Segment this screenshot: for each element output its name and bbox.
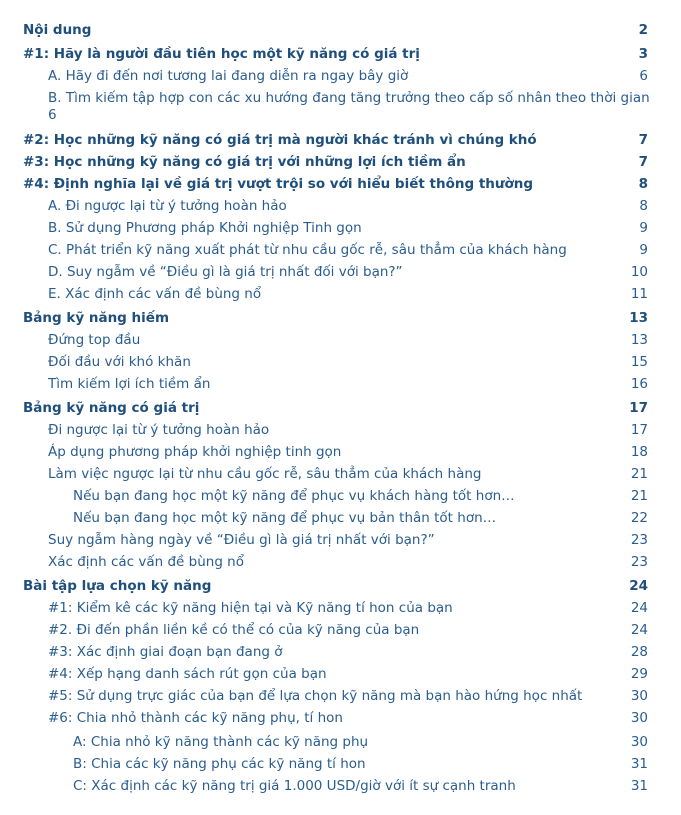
toc-entry-page: 9 (639, 242, 648, 258)
toc-entry-title: Đi ngược lại từ ý tưởng hoàn hảo (48, 422, 270, 438)
toc-entry-page: 23 (630, 532, 648, 548)
toc-entry-page: 8 (638, 176, 648, 192)
toc-entry-title: #4: Xếp hạng danh sách rút gọn của bạn (48, 666, 327, 682)
toc-entry-page: 18 (630, 444, 648, 460)
toc-entry-title: Áp dụng phương pháp khởi nghiệp tinh gọn (48, 444, 342, 460)
toc-entry-page: 21 (630, 466, 648, 482)
toc-entry-title: #2. Đi đến phần liền kề có thể có của kỹ năng của bạn (48, 622, 420, 638)
toc-entry-page: 31 (630, 756, 648, 772)
toc-entry-page: 2 (638, 22, 648, 38)
toc-entry-title: B. Tìm kiếm tập hợp con các xu hướng đang tăng trưởng theo cấp số nhân theo thời gian (48, 90, 650, 106)
toc-entry-page: 22 (630, 510, 648, 526)
toc-entry-title: Suy ngẫm hàng ngày về “Điều gì là giá trị nhất với bạn?” (48, 532, 435, 548)
toc-entry-page: 6 (48, 107, 57, 123)
toc-entry-page: 15 (630, 354, 648, 370)
toc-entry-page: 7 (638, 154, 648, 170)
toc-entry-page: 30 (630, 710, 648, 726)
toc-entry-page: 31 (630, 778, 648, 794)
toc-entry-title: C: Xác định các kỹ năng trị giá 1.000 USD/giờ với ít sự cạnh tranh (73, 778, 516, 794)
toc-entry-page: 24 (629, 578, 648, 594)
toc-entry-page: 30 (630, 734, 648, 750)
toc-entry-page: 17 (630, 422, 648, 438)
toc-entry-title: D. Suy ngẫm về “Điều gì là giá trị nhất đối với bạn?” (48, 264, 403, 280)
toc-entry-title: Bảng kỹ năng hiếm (23, 310, 170, 326)
toc-entry-title: E. Xác định các vấn đề bùng nổ (48, 286, 262, 302)
toc-entry-page: 16 (630, 376, 648, 392)
toc-entry-page: 29 (630, 666, 648, 682)
toc-entry-title: #3: Xác định giai đoạn bạn đang ở (48, 644, 283, 660)
toc-entry-page: 6 (639, 68, 648, 84)
toc-entry-title: A. Hãy đi đến nơi tương lai đang diễn ra ngay bây giờ (48, 68, 409, 84)
toc-entry-page: 17 (629, 400, 648, 416)
toc-entry-title: Nếu bạn đang học một kỹ năng để phục vụ bản thân tốt hơn… (73, 510, 497, 526)
toc-entry-page: 10 (630, 264, 648, 280)
toc-entry-title: #6: Chia nhỏ thành các kỹ năng phụ, tí hon (48, 710, 343, 726)
toc-entry-page: 24 (630, 600, 648, 616)
toc-entry-page: 7 (638, 132, 648, 148)
toc-entry-page: 28 (630, 644, 648, 660)
toc-entry-page: 11 (630, 286, 648, 302)
toc-entry-page: 3 (638, 46, 648, 62)
toc-entry-title: A. Đi ngược lại từ ý tưởng hoàn hảo (48, 198, 287, 214)
toc-entry-title: Xác định các vấn đề bùng nổ (48, 554, 245, 570)
toc-entry-title: Nếu bạn đang học một kỹ năng để phục vụ khách hàng tốt hơn… (73, 488, 515, 504)
toc-entry-title: C. Phát triển kỹ năng xuất phát từ nhu cầu gốc rễ, sâu thẳm của khách hàng (48, 242, 567, 258)
toc-entry-title: Tìm kiếm lợi ích tiềm ẩn (48, 376, 211, 392)
toc-entry-page: 30 (630, 688, 648, 704)
toc-entry-title: Bài tập lựa chọn kỹ năng (23, 578, 212, 594)
toc-entry-page: 9 (639, 220, 648, 236)
toc-entry-page: 13 (629, 310, 648, 326)
toc-entry[interactable] (0, 90, 681, 124)
toc-entry-title: Làm việc ngược lại từ nhu cầu gốc rễ, sâu thẳm của khách hàng (48, 466, 482, 482)
toc-entry-title: #1: Hãy là người đầu tiên học một kỹ năng có giá trị (23, 46, 420, 62)
toc-entry-page: 21 (630, 488, 648, 504)
toc-entry-page: 24 (630, 622, 648, 638)
toc-entry-title: B. Sử dụng Phương pháp Khởi nghiệp Tinh gọn (48, 220, 362, 236)
toc-entry-title: Đứng top đầu (48, 332, 141, 348)
toc-entry-title: #2: Học những kỹ năng có giá trị mà người khác tránh vì chúng khó (23, 132, 537, 148)
toc-entry-title: #4: Định nghĩa lại về giá trị vượt trội so với hiểu biết thông thường (23, 176, 534, 192)
toc-entry-page: 13 (630, 332, 648, 348)
toc-entry-title: Đối đầu với khó khăn (48, 354, 191, 370)
toc-entry-title: #5: Sử dụng trực giác của bạn để lựa chọn kỹ năng mà bạn hào hứng học nhất (48, 688, 583, 704)
toc-entry-page: 8 (639, 198, 648, 214)
toc-entry-title: A: Chia nhỏ kỹ năng thành các kỹ năng phụ (73, 734, 369, 750)
toc-entry-title: #3: Học những kỹ năng có giá trị với những lợi ích tiềm ẩn (23, 154, 466, 170)
toc-entry-title: B: Chia các kỹ năng phụ các kỹ năng tí hon (73, 756, 366, 772)
toc-entry-title: #1: Kiểm kê các kỹ năng hiện tại và Kỹ năng tí hon của bạn (48, 600, 453, 616)
toc-entry-title: Bảng kỹ năng có giá trị (23, 400, 200, 416)
toc-entry-title: Nội dung (23, 22, 92, 38)
toc-entry-page: 23 (630, 554, 648, 570)
